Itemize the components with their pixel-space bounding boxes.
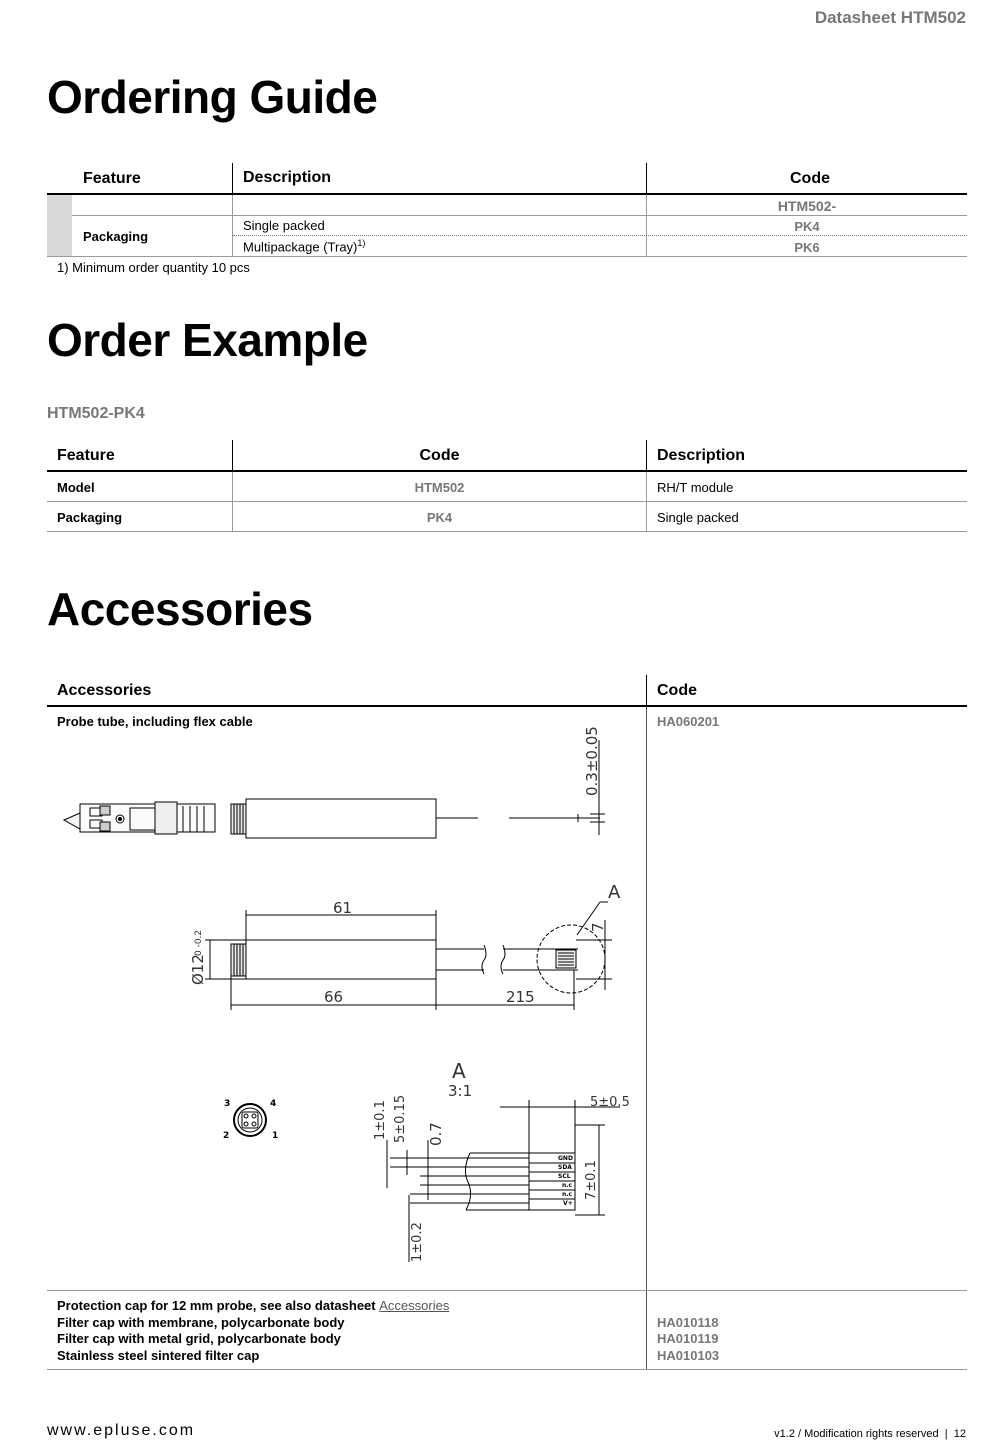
dim-66: 66 bbox=[324, 988, 344, 1006]
row-feature: Packaging bbox=[57, 510, 123, 525]
col-header-accessories: Accessories bbox=[57, 682, 152, 699]
divider bbox=[232, 195, 233, 256]
page-number: 12 bbox=[953, 1428, 966, 1440]
row-description: Single packed bbox=[657, 510, 739, 525]
sensor-module-drawing bbox=[64, 802, 215, 834]
option-code: PK6 bbox=[794, 240, 820, 255]
connector-pin-number: 2 bbox=[223, 1131, 230, 1141]
probe-code: HA060201 bbox=[657, 714, 720, 729]
feature-shade bbox=[47, 195, 72, 256]
cap-name: Filter cap with metal grid, polycarbonate body bbox=[57, 1331, 341, 1346]
ordering-guide-heading: Ordering Guide bbox=[47, 71, 378, 123]
row-rule bbox=[47, 1290, 967, 1291]
pin-label: SCL bbox=[558, 1173, 571, 1180]
order-example-heading: Order Example bbox=[47, 314, 368, 366]
detail-a-scale: 3:1 bbox=[448, 1082, 473, 1100]
divider bbox=[232, 163, 233, 194]
probe-tube-top-view bbox=[231, 740, 605, 838]
detail-a-marker: A bbox=[608, 882, 621, 903]
connector-pin-number: 1 bbox=[272, 1131, 279, 1141]
dim-5: 5±0.5 bbox=[590, 1095, 630, 1110]
cap-name: Stainless steel sintered filter cap bbox=[57, 1348, 260, 1363]
dim-diameter: Ø12 bbox=[189, 954, 207, 985]
divider bbox=[646, 707, 647, 1369]
pin-label: n.c bbox=[562, 1191, 573, 1198]
dim-diameter-tolerance: 0 -0.2 bbox=[194, 929, 204, 956]
header-rule bbox=[47, 193, 967, 195]
connector-pin-number: 4 bbox=[270, 1099, 277, 1109]
dim-1-tol-0-2: 1±0.2 bbox=[410, 1222, 425, 1262]
pin-label: n.c bbox=[562, 1182, 573, 1189]
divider bbox=[646, 163, 647, 194]
pin-label: V+ bbox=[563, 1200, 573, 1207]
row-feature: Model bbox=[57, 480, 95, 495]
footnote: 1) Minimum order quantity 10 pcs bbox=[57, 260, 250, 275]
cap-code: HA010119 bbox=[657, 1331, 719, 1346]
col-header-code: Code bbox=[657, 682, 697, 699]
accessories-datasheet-link[interactable]: Accessories bbox=[379, 1298, 450, 1313]
probe-name: Probe tube, including flex cable bbox=[57, 714, 253, 729]
dim-215: 215 bbox=[506, 988, 535, 1006]
page-info: v1.2 / Modification rights reserved | 12 bbox=[774, 1428, 966, 1440]
detail-a-title: A bbox=[452, 1059, 466, 1083]
website-link[interactable]: www.epluse.com bbox=[47, 1422, 196, 1439]
dim-61: 61 bbox=[333, 899, 353, 917]
col-header-feature: Feature bbox=[57, 447, 115, 464]
col-header-description: Description bbox=[657, 447, 746, 464]
dim-5-tol-0-15: 5±0.15 bbox=[393, 1094, 408, 1143]
table-bottom-rule bbox=[47, 531, 967, 532]
connector-front-view bbox=[234, 1104, 266, 1136]
cap-code: HA010118 bbox=[657, 1315, 719, 1330]
row-rule-dotted bbox=[233, 235, 967, 236]
dim-0-7: 0.7 bbox=[427, 1122, 445, 1146]
header-rule bbox=[47, 705, 967, 707]
option-description: Single packed bbox=[243, 218, 325, 233]
row-description: RH/T module bbox=[657, 480, 734, 495]
cap-name: Filter cap with membrane, polycarbonate body bbox=[57, 1315, 345, 1330]
row-code: HTM502 bbox=[414, 480, 465, 495]
col-header-description: Description bbox=[243, 169, 332, 186]
row-rule bbox=[72, 215, 967, 216]
table-bottom-rule bbox=[47, 1369, 967, 1370]
option-code: PK4 bbox=[794, 219, 820, 234]
dim-cable-thickness: 0.3±0.05 bbox=[583, 726, 601, 796]
dim-7-tol-0-1: 7±0.1 bbox=[584, 1160, 599, 1200]
code-prefix: HTM502- bbox=[777, 198, 837, 214]
connector-pin-number: 3 bbox=[224, 1099, 231, 1109]
pin-label: GND bbox=[558, 1155, 573, 1162]
accessories-heading: Accessories bbox=[47, 583, 313, 635]
protection-cap-intro: Protection cap for 12 mm probe, see also datasheet Accessories bbox=[57, 1298, 450, 1313]
order-example-code: HTM502-PK4 bbox=[47, 405, 145, 422]
probe-tube-dimension-view bbox=[205, 902, 612, 1010]
col-header-code: Code bbox=[790, 170, 830, 187]
document-title: Datasheet HTM502 bbox=[814, 8, 966, 27]
col-header-code: Code bbox=[419, 447, 460, 464]
probe-technical-drawing bbox=[47, 725, 646, 1290]
divider bbox=[646, 440, 647, 470]
col-header-feature: Feature bbox=[83, 170, 141, 187]
table-bottom-rule bbox=[47, 256, 967, 257]
feature-packaging: Packaging bbox=[83, 229, 149, 244]
row-rule bbox=[47, 501, 967, 502]
divider bbox=[646, 675, 647, 705]
row-code: PK4 bbox=[426, 510, 453, 525]
option-description: Multipackage (Tray)$^{1)}$ bbox=[243, 238, 366, 255]
cap-code: HA010103 bbox=[657, 1348, 720, 1363]
dim-1-tol-0-1: 1±0.1 bbox=[373, 1100, 388, 1140]
pin-label: SDA bbox=[558, 1164, 572, 1171]
header-rule bbox=[47, 470, 967, 472]
divider bbox=[646, 195, 647, 256]
dim-7: 7 bbox=[589, 922, 607, 932]
divider bbox=[232, 440, 233, 470]
